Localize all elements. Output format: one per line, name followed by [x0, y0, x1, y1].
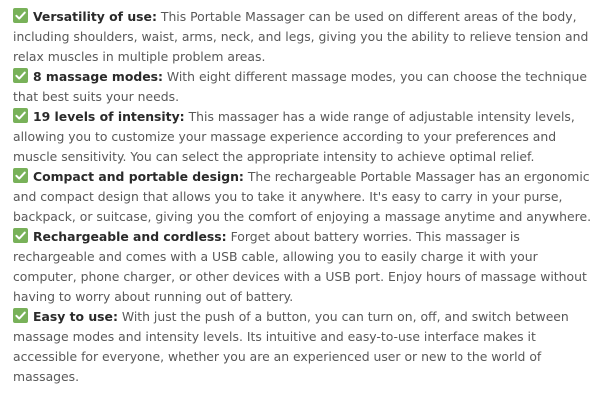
check-mark-icon [13, 68, 28, 83]
feature-text: With eight different massage modes, you can choose the technique that best suits your needs. [13, 69, 587, 104]
feature-item [13, 227, 594, 307]
feature-title: Rechargeable and cordless: [33, 229, 227, 244]
feature-text: This massager has a wide range of adjustable intensity levels, allowing you to customize your massage experience according to your preferences and muscle sensitivity. You can select the appropriate intensity to achieve optimal relief. [13, 109, 575, 164]
feature-item [13, 307, 594, 387]
feature-item [13, 107, 594, 167]
check-mark-icon [13, 228, 28, 243]
feature-item [13, 7, 594, 67]
feature-text: With just the push of a button, you can turn on, off, and switch between massage modes and intensity levels. Its intuitive and easy-to-use interface makes it accessible for everyone, whether you are an experienced user or new to the world of massages. [13, 309, 569, 384]
check-mark-icon [13, 108, 28, 123]
feature-title: Easy to use: [33, 309, 118, 324]
check-mark-icon [13, 8, 28, 23]
feature-title: 8 massage modes: [33, 69, 163, 84]
feature-text: Forget about battery worries. This massager is rechargeable and comes with a USB cable, allowing you to easily charge it with your computer, phone charger, or other devices with a USB port. Enjoy hours of massage without having to worry about running out of battery. [13, 229, 587, 304]
feature-title: Versatility of use: [33, 9, 157, 24]
feature-title: 19 levels of intensity: [33, 109, 185, 124]
feature-title: Compact and portable design: [33, 169, 244, 184]
feature-text: This Portable Massager can be used on different areas of the body, including shoulders, waist, arms, neck, and legs, giving you the ability to relieve tension and relax muscles in multiple problem areas. [13, 9, 589, 64]
check-mark-icon [13, 308, 28, 323]
check-mark-icon [13, 168, 28, 183]
feature-text: The rechargeable Portable Massager has an ergonomic and compact design that allows you to take it anywhere. It's easy to carry in your purse, backpack, or suitcase, giving you the comfort of enjoying a massage anytime and anywhere. [13, 169, 592, 224]
feature-item [13, 167, 594, 227]
feature-item [13, 67, 594, 107]
